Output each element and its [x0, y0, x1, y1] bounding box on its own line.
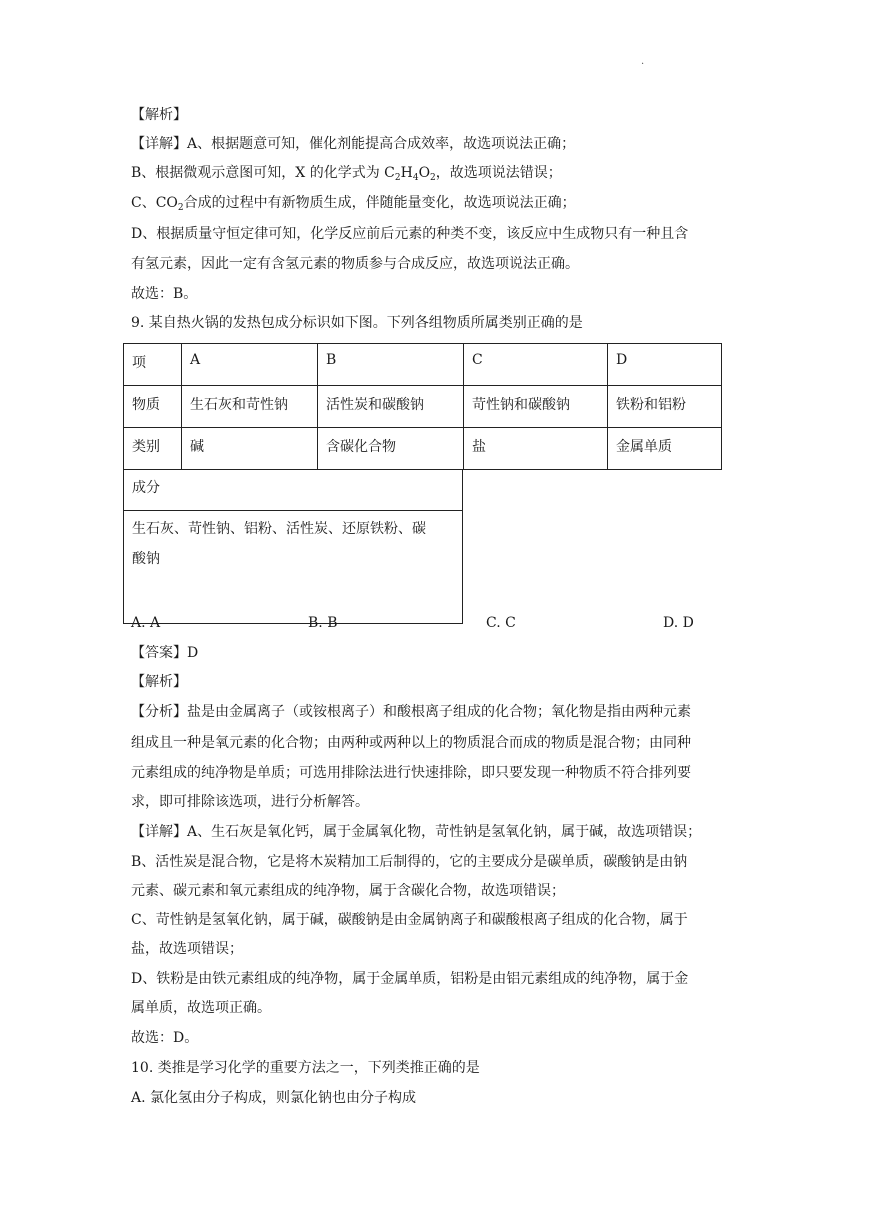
- table-cell: 活性炭和碳酸钠: [318, 386, 464, 428]
- subscript: 4: [412, 173, 419, 183]
- q9-fenxi-line: 求，即可排除该选项，进行分析解答。: [131, 794, 369, 810]
- ingredients-line: 酸钠: [132, 551, 160, 567]
- q10-stem: 10. 类推是学习化学的重要方法之一，下列类推正确的是: [131, 1060, 480, 1076]
- table-cell: 生石灰和苛性钠: [182, 386, 318, 428]
- q9-detail-line: B、活性炭是混合物，它是将木炭精加工后制得的，它的主要成分是碳单质，碳酸钠是由钠: [131, 854, 688, 870]
- option-c: C. C: [486, 615, 516, 631]
- ingredients-line: 生石灰、苛性钠、铝粉、活性炭、还原铁粉、碳: [132, 521, 426, 537]
- option-a: A. A: [131, 615, 161, 631]
- detail-label: 【详解】: [131, 136, 187, 152]
- subscript: 2: [177, 203, 184, 213]
- q8-detail-d2: 有氢元素，因此一定有含氢元素的物质参与合成反应，故选项说法正确。: [131, 256, 579, 272]
- table-cell: D: [608, 344, 722, 386]
- q8-detail-b: [131, 163, 562, 183]
- q9-detail-line: 属单质，故选项正确。: [131, 1000, 271, 1016]
- table-cell: 物质: [124, 386, 182, 428]
- q9-stem: 9. 某自热火锅的发热包成分标识如下图。下列各组物质所属类别正确的是: [131, 315, 583, 331]
- table-cell: 金属单质: [608, 428, 722, 470]
- table-cell: 苛性钠和碳酸钠: [464, 386, 608, 428]
- detail-c-text: C、CO: [131, 195, 178, 211]
- table-cell: 碱: [182, 428, 318, 470]
- q9-answer: 【答案】D: [131, 645, 199, 661]
- q9-fenxi-line: 【分析】盐是由金属离子（或铵根离子）和酸根离子组成的化合物；氧化物是指由两种元素: [131, 704, 691, 720]
- option-d: D. D: [663, 615, 694, 631]
- option-b: B. B: [308, 615, 338, 631]
- q9-fenxi-line: 元素组成的纯净物是单质；可选用排除法进行快速排除，即只要发现一种物质不符合排列要: [131, 765, 691, 781]
- q9-analysis-label: 【解析】: [131, 674, 187, 690]
- ingredients-label: [123, 469, 463, 624]
- ingredients-body: [123, 511, 463, 624]
- q8-choice: 故选：B。: [131, 286, 198, 302]
- table-cell: B: [318, 344, 464, 386]
- table-cell: 项: [124, 344, 182, 386]
- table-row: [124, 344, 722, 386]
- table-cell: 盐: [464, 428, 608, 470]
- subscript: 2: [394, 173, 401, 183]
- q8-detail-a: [131, 134, 575, 154]
- classification-table: [123, 343, 722, 470]
- table-cell: A: [182, 344, 318, 386]
- q10-option-a: A. 氯化氢由分子构成，则氯化钠也由分子构成: [131, 1090, 417, 1106]
- q9-detail-line: 盐，故选项错误；: [131, 941, 243, 957]
- header-mark: .: [641, 56, 645, 67]
- detail-b-text: ，故选项说法错误；: [435, 165, 562, 181]
- ingredients-title: 成分: [123, 469, 463, 511]
- q9-detail-line: D、铁粉是由铁元素组成的纯净物，属于金属单质，铝粉是由铝元素组成的纯净物，属于金: [131, 971, 689, 987]
- table-cell: 含碳化合物: [318, 428, 464, 470]
- formula-element: H: [400, 165, 413, 181]
- detail-a-text: A、根据题意可知，催化剂能提高合成效率，故选项说法正确；: [187, 136, 576, 152]
- q9-choice: 故选：D。: [131, 1030, 199, 1046]
- detail-c-text: 合成的过程中有新物质生成，伴随能量变化，故选项说法正确；: [183, 195, 576, 211]
- formula-element: O: [418, 165, 431, 181]
- table-cell: C: [464, 344, 608, 386]
- q9-detail-line: 元素、碳元素和氧元素组成的纯净物，属于含碳化合物，故选项错误；: [131, 883, 565, 899]
- table-row: [124, 428, 722, 470]
- table-cell: 铁粉和铝粉: [608, 386, 722, 428]
- q8-detail-d1: D、根据质量守恒定律可知，化学反应前后元素的种类不变，该反应中生成物只有一种且含: [131, 226, 689, 242]
- table-cell: 类别: [124, 428, 182, 470]
- table-row: [124, 386, 722, 428]
- q8-analysis-label: 【解析】: [131, 107, 187, 123]
- subscript: 2: [430, 173, 436, 183]
- q9-fenxi-line: 组成且一种是氧元素的化合物；由两种或两种以上的物质混合而成的物质是混合物；由同种: [131, 735, 691, 751]
- detail-b-text: B、根据微观示意图可知，X 的化学式为 C: [131, 165, 395, 181]
- q9-detail-line: C、苛性钠是氢氧化钠，属于碱，碳酸钠是由金属钠离子和碳酸根离子组成的化合物，属于: [131, 912, 688, 928]
- q8-detail-c: [131, 193, 576, 213]
- q9-detail-line: 【详解】A、生石灰是氧化钙，属于金属氧化物，苛性钠是氢氧化钠，属于碱，故选项错误；: [131, 824, 702, 840]
